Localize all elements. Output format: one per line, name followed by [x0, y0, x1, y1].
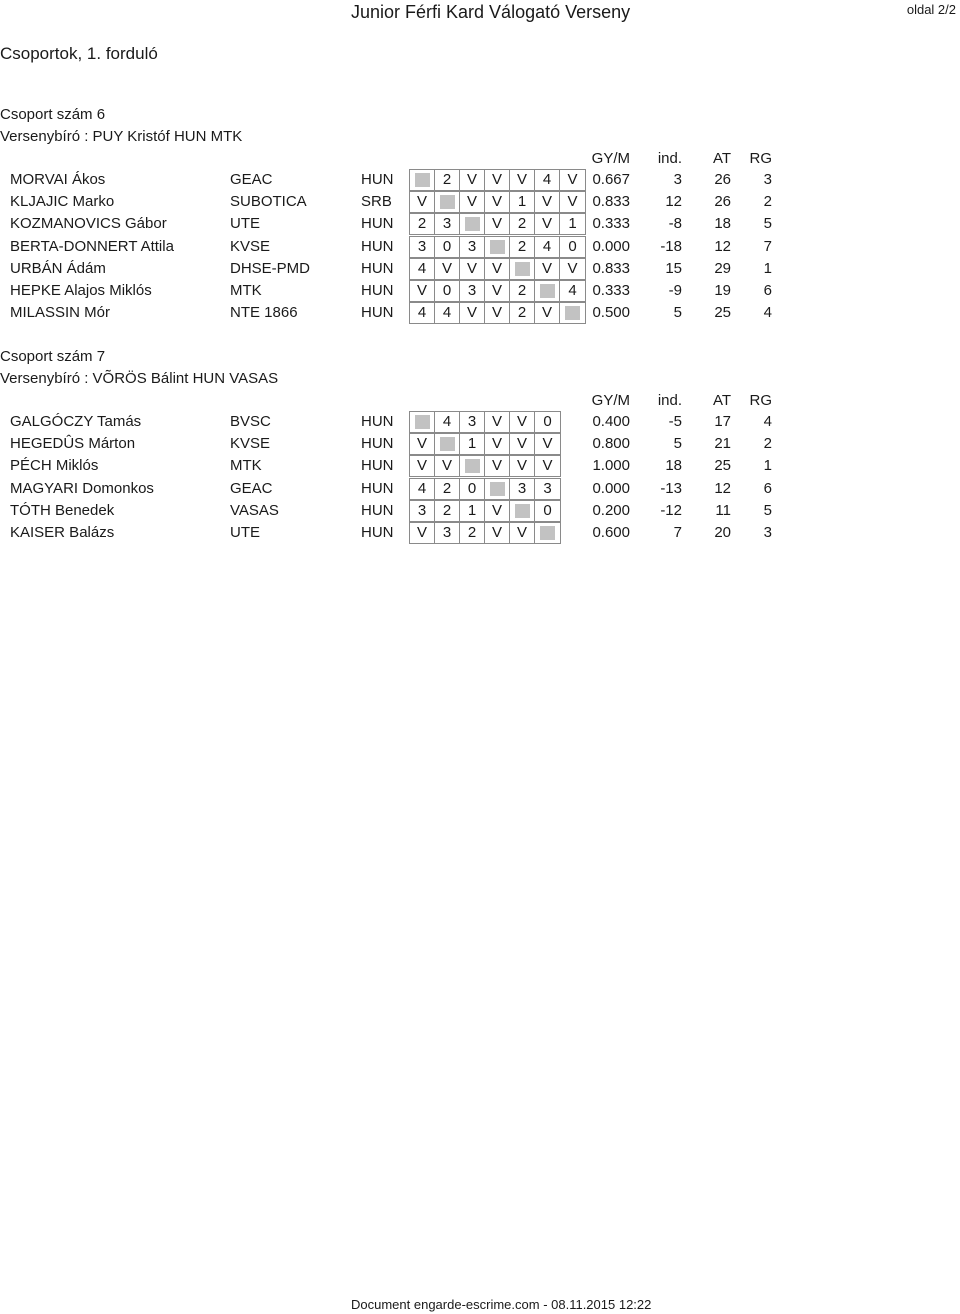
fencer-ratio: 1.000 [592, 457, 630, 475]
fencer-touches: 29 [714, 259, 731, 277]
col-header-gym: GY/M [591, 392, 630, 409]
fencer-touches: 25 [714, 457, 731, 475]
fencer-club: MTK [230, 457, 262, 475]
fencer-club: MTK [230, 282, 262, 299]
fencer-ratio: 0.400 [592, 413, 630, 430]
bout-cell: 2 [410, 214, 435, 234]
fencer-touches: 21 [714, 435, 731, 453]
fencer-ratio: 0.667 [592, 171, 630, 188]
fencer-nation: HUN [361, 524, 394, 541]
bout-cell-self [510, 259, 535, 279]
table-row [0, 169, 960, 191]
bout-results [409, 302, 586, 324]
fencer-name: MAGYARI Domonkos [10, 479, 154, 497]
fencer-touches: 17 [714, 413, 731, 430]
col-header-rg: RG [749, 150, 772, 167]
bout-cell: V [535, 303, 560, 323]
fencer-touches: 26 [714, 193, 731, 211]
bout-cell: V [485, 170, 510, 190]
fencer-indicator: 18 [665, 457, 682, 475]
fencer-ratio: 0.600 [592, 524, 630, 541]
bout-cell: 3 [460, 237, 485, 257]
fencer-indicator: -12 [660, 501, 682, 519]
fencer-ratio: 0.833 [592, 259, 630, 277]
bout-cell-self [435, 434, 460, 454]
fencer-ratio: 0.500 [592, 304, 630, 322]
fencer-indicator: 5 [673, 435, 682, 453]
bout-cell: 4 [535, 237, 560, 257]
fencer-ratio: 0.333 [592, 282, 630, 299]
bout-cell-self [460, 456, 485, 476]
bout-cell: V [510, 412, 535, 432]
bout-cell-self [485, 237, 510, 257]
bout-cell: V [410, 523, 435, 543]
fencer-rank: 4 [763, 304, 772, 322]
bout-results [409, 191, 586, 213]
fencer-indicator: -5 [668, 413, 682, 430]
bout-cell: V [460, 170, 485, 190]
bout-cell: V [485, 192, 510, 212]
bout-cell-self [410, 412, 435, 432]
bout-cell: 3 [435, 523, 460, 543]
bout-results [409, 522, 561, 544]
bout-cell: 0 [568, 237, 577, 255]
fencer-indicator: 12 [665, 193, 682, 211]
bout-results [409, 213, 586, 235]
fencer-touches: 11 [715, 501, 731, 519]
bout-cell: 2 [510, 303, 535, 323]
bout-cell: 4 [410, 303, 435, 323]
bout-cell-self [410, 170, 435, 190]
bout-cell: 4 [435, 303, 460, 323]
bout-cell: V [510, 523, 535, 543]
fencer-indicator: 15 [665, 259, 682, 277]
fencer-nation: HUN [361, 215, 394, 233]
bout-cell: V [460, 303, 485, 323]
table-row [0, 522, 960, 544]
bout-cell-self [510, 501, 535, 521]
fencer-name: BERTA-DONNERT Attila [10, 237, 174, 255]
fencer-indicator: 7 [673, 524, 682, 541]
bout-cell-self [535, 281, 560, 301]
fencer-indicator: -13 [660, 479, 682, 497]
bout-cell: V [542, 435, 553, 453]
table-row [0, 280, 960, 302]
fencer-name: KAISER Balázs [10, 524, 115, 541]
bout-cell: V [485, 281, 510, 301]
bout-cell: V [567, 193, 578, 211]
bout-cell: V [410, 281, 435, 301]
fencer-nation: HUN [361, 171, 394, 188]
bout-cell: 3 [460, 281, 485, 301]
bout-results [409, 500, 561, 522]
fencer-touches: 12 [714, 237, 731, 255]
bout-cell: 3 [410, 237, 435, 257]
fencer-nation: HUN [361, 457, 394, 475]
fencer-rank: 5 [763, 215, 772, 233]
group-referee: Versenybíró : VÕRÖS Bálint HUN VASAS [0, 370, 279, 387]
footer: Document engarde-escrime.com - 08.11.2015 12:22 [351, 1297, 652, 1312]
fencer-rank: 1 [763, 259, 772, 277]
bout-cell: 1 [568, 215, 577, 233]
bout-cell: V [410, 192, 435, 212]
fencer-touches: 26 [714, 171, 731, 188]
bout-results [409, 169, 586, 191]
fencer-ratio: 0.000 [592, 237, 630, 255]
table-row [0, 258, 960, 280]
fencer-rank: 2 [763, 435, 772, 453]
fencer-indicator: -18 [660, 237, 682, 255]
table-row [0, 236, 960, 258]
bout-cell-self [460, 214, 485, 234]
bout-cell: 3 [410, 501, 435, 521]
fencer-club: BVSC [230, 413, 271, 430]
bout-results [409, 455, 561, 477]
fencer-rank: 5 [763, 501, 772, 519]
table-row [0, 478, 960, 500]
fencer-ratio: 0.000 [592, 479, 630, 497]
bout-cell: 1 [510, 192, 535, 212]
fencer-ratio: 0.833 [592, 193, 630, 211]
table-row [0, 302, 960, 324]
bout-cell: 2 [510, 214, 535, 234]
bout-cell: 2 [460, 523, 485, 543]
page-number: oldal 2/2 [906, 2, 956, 17]
fencer-nation: HUN [361, 237, 394, 255]
group-title: Csoport szám 7 [0, 348, 106, 365]
fencer-name: PÉCH Miklós [10, 457, 99, 475]
col-header-at: AT [712, 150, 731, 167]
fencer-club: GEAC [230, 171, 273, 188]
bout-cell: V [485, 303, 510, 323]
bout-results [409, 411, 561, 433]
bout-cell: V [535, 259, 560, 279]
col-header-ind: ind. [657, 392, 682, 409]
bout-cell: 2 [435, 501, 460, 521]
bout-cell: 0 [435, 237, 460, 257]
bout-results [409, 258, 586, 280]
fencer-nation: HUN [361, 435, 394, 453]
bout-cell: V [460, 259, 485, 279]
bout-cell: V [435, 259, 460, 279]
fencer-touches: 18 [714, 215, 731, 233]
bout-cell: 3 [460, 412, 485, 432]
fencer-rank: 6 [763, 479, 772, 497]
fencer-touches: 25 [714, 304, 731, 322]
fencer-club: DHSE-PMD [230, 259, 311, 277]
bout-cell: 3 [435, 214, 460, 234]
fencer-touches: 20 [714, 524, 731, 541]
bout-cell-self [485, 479, 510, 499]
fencer-club: NTE 1866 [230, 304, 298, 322]
fencer-nation: HUN [361, 282, 394, 299]
fencer-ratio: 0.333 [592, 215, 630, 233]
table-row [0, 433, 960, 455]
bout-cell: 2 [435, 170, 460, 190]
bout-cell: V [485, 434, 510, 454]
table-row [0, 500, 960, 522]
bout-results [409, 433, 561, 455]
group-title: Csoport szám 6 [0, 106, 106, 123]
bout-cell: V [410, 434, 435, 454]
bout-cell: V [567, 259, 578, 277]
bout-cell: 4 [410, 259, 435, 279]
bout-cell: 4 [410, 479, 435, 499]
fencer-name: URBÁN Ádám [10, 259, 106, 277]
bout-cell: 3 [510, 479, 535, 499]
fencer-name: KLJAJIC Marko [10, 193, 115, 211]
fencer-nation: SRB [361, 193, 392, 211]
table-row [0, 213, 960, 235]
bout-cell: 2 [435, 479, 460, 499]
fencer-name: MILASSIN Mór [10, 304, 111, 322]
fencer-nation: HUN [361, 479, 394, 497]
bout-cell: 4 [535, 170, 560, 190]
bout-cell: V [567, 171, 578, 188]
bout-cell: V [485, 501, 510, 521]
fencer-indicator: -8 [668, 215, 682, 233]
fencer-rank: 1 [763, 457, 772, 475]
col-header-at: AT [712, 392, 731, 409]
fencer-club: UTE [230, 524, 260, 541]
fencer-touches: 12 [714, 479, 731, 497]
fencer-name: MORVAI Ákos [10, 171, 106, 188]
fencer-club: KVSE [230, 435, 271, 453]
bout-cell: 0 [460, 479, 485, 499]
bout-cell: 2 [510, 281, 535, 301]
col-header-ind: ind. [657, 150, 682, 167]
fencer-club: KVSE [230, 237, 271, 255]
bout-cell: 2 [510, 237, 535, 257]
bout-cell: V [485, 456, 510, 476]
bout-cell: V [510, 456, 535, 476]
fencer-nation: HUN [361, 259, 394, 277]
fencer-rank: 7 [763, 237, 772, 255]
fencer-rank: 6 [763, 282, 772, 299]
fencer-name: TÓTH Benedek [10, 501, 115, 519]
bout-cell: V [485, 214, 510, 234]
fencer-club: GEAC [230, 479, 273, 497]
page-title: Junior Férfi Kard Válogató Verseny [351, 2, 631, 22]
fencer-rank: 4 [763, 413, 772, 430]
bout-cell: 1 [460, 501, 485, 521]
fencer-name: KOZMANOVICS Gábor [10, 215, 167, 233]
fencer-indicator: 5 [673, 304, 682, 322]
bout-cell: 3 [543, 479, 552, 497]
bout-cell: 4 [435, 412, 460, 432]
fencer-ratio: 0.800 [592, 435, 630, 453]
fencer-nation: HUN [361, 304, 394, 322]
fencer-indicator: 3 [673, 171, 682, 188]
col-header-rg: RG [749, 392, 772, 409]
bout-cell: V [410, 456, 435, 476]
round-title: Csoportok, 1. forduló [0, 44, 158, 63]
fencer-ratio: 0.200 [592, 501, 630, 519]
bout-cell: V [542, 457, 553, 475]
bout-cell: V [435, 456, 460, 476]
bout-cell: V [510, 170, 535, 190]
bout-results [409, 478, 561, 500]
fencer-rank: 3 [763, 171, 772, 188]
bout-cell: V [510, 434, 535, 454]
fencer-club: UTE [230, 215, 260, 233]
bout-cell: 0 [543, 501, 552, 519]
table-row [0, 191, 960, 213]
bout-cell: V [535, 214, 560, 234]
table-row [0, 411, 960, 433]
bout-cell: V [485, 412, 510, 432]
bout-cell: 1 [460, 434, 485, 454]
fencer-nation: HUN [361, 413, 394, 430]
col-header-gym: GY/M [591, 150, 630, 167]
bout-results [409, 236, 586, 258]
fencer-name: HEGEDÛS Márton [10, 435, 136, 453]
bout-cell: V [535, 192, 560, 212]
bout-cell: V [460, 192, 485, 212]
fencer-touches: 19 [714, 282, 731, 299]
group-referee: Versenybíró : PUY Kristóf HUN MTK [0, 128, 243, 145]
bout-cell: V [485, 259, 510, 279]
fencer-nation: HUN [361, 501, 394, 519]
bout-results [409, 280, 586, 302]
table-row [0, 455, 960, 477]
bout-cell-self [535, 523, 560, 543]
fencer-indicator: -9 [668, 282, 682, 299]
fencer-name: GALGÓCZY Tamás [10, 413, 142, 430]
fencer-rank: 2 [763, 193, 772, 211]
fencer-rank: 3 [763, 524, 772, 541]
fencer-club: SUBOTICA [230, 193, 307, 211]
bout-cell: 4 [568, 282, 577, 299]
bout-cell-self [435, 192, 460, 212]
bout-cell: V [485, 523, 510, 543]
bout-cell: 0 [435, 281, 460, 301]
bout-cell: 0 [543, 413, 552, 430]
fencer-club: VASAS [230, 501, 279, 519]
fencer-name: HEPKE Alajos Miklós [10, 282, 152, 299]
